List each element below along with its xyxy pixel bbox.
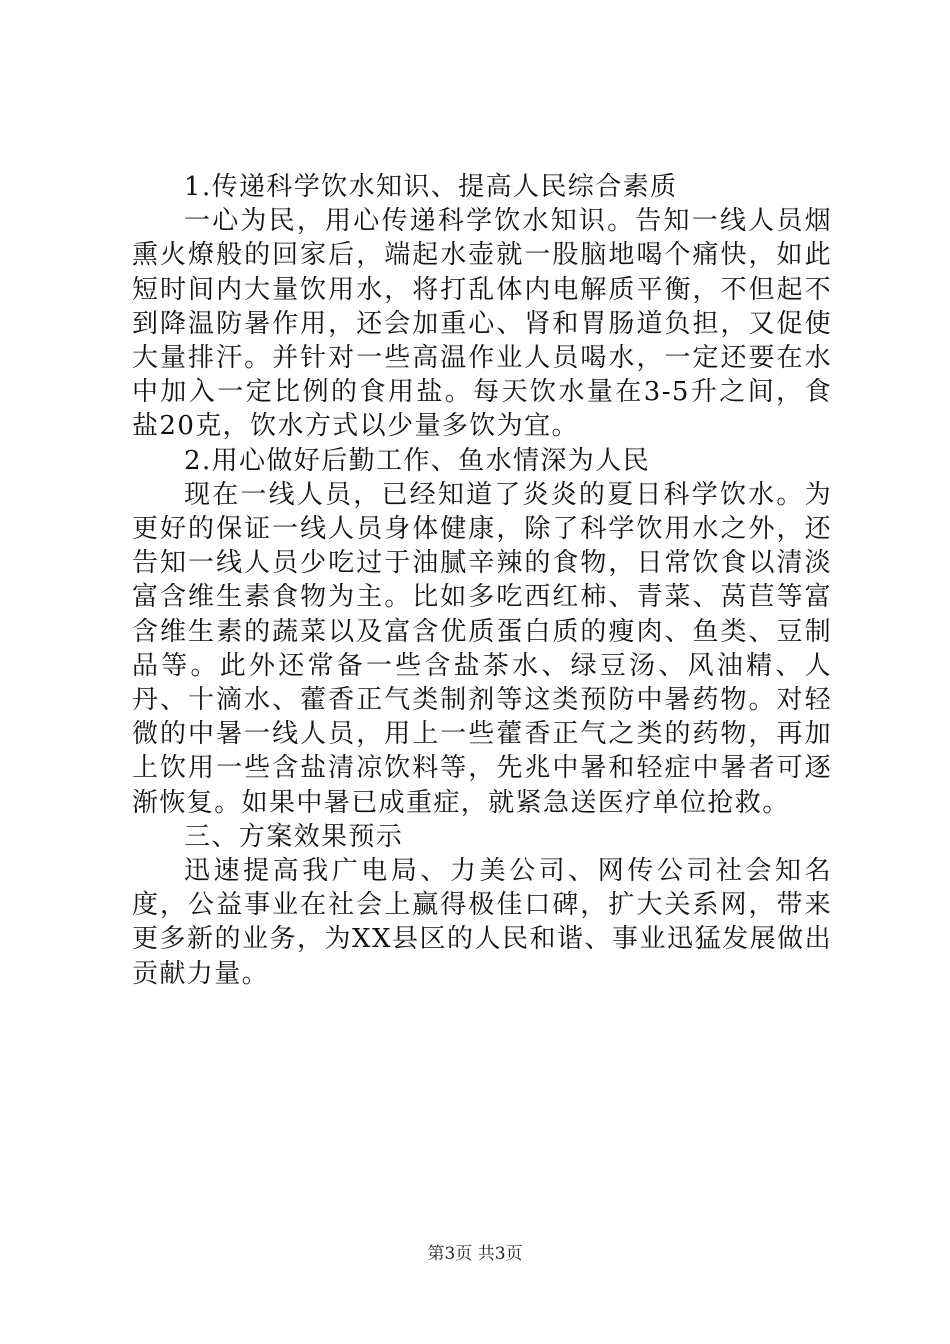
page-footer: 第3页 共3页 <box>427 1244 523 1264</box>
section-heading-2: 2.用心做好后勤工作、鱼水情深为人民 <box>184 445 651 476</box>
section-heading-1: 1.传递科学饮水知识、提高人民综合素质 <box>184 172 678 202</box>
paragraph-expected-effect: 迅速提高我广电局、力美公司、网传公司社会知名度，公益事业在社会上赢得极佳口碑，扩大关系网，带来更多新的业务，为XX县区的人民和谐、事业迅猛发展做出贡献力量。 <box>132 856 832 989</box>
paragraph-logistics-work: 现在一线人员，已经知道了炎炎的夏日科学饮水。为更好的保证一线人员身体健康，除了科学饮用水之外，还告知一线人员少吃过于油腻辛辣的食物，日常饮食以清淡富含维生素食物为主。比如多吃西红柿、青菜、莴苣等富含维生素的蔬菜以及富含优质蛋白质的瘦肉、鱼类、豆制品等。此外还常备一些含盐茶水、绿豆汤、风油精、人丹、十滴水、藿香正气类制剂等这类预防中暑药物。对轻微的中暑一线人员，用上一些藿香正气之类的药物，再加上饮用一些含盐清凉饮料等，先兆中暑和轻症中暑者可逐渐恢复。如果中暑已成重症，就紧急送医疗单位抢救。 <box>132 479 832 818</box>
paragraph-drinking-water-knowledge: 一心为民，用心传递科学饮水知识。告知一线人员烟熏火燎般的回家后，端起水壶就一股脑地喝个痛快，如此短时间内大量饮用水，将打乱体内电解质平衡，不但起不到降温防暑作用，还会加重心、肾和胃肠道负担，又促使大量排汗。并针对一些高温作业人员喝水，一定还要在水中加入一定比例的食用盐。每天饮水量在3-5升之间，食盐20克，饮水方式以少量多饮为宜。 <box>132 206 832 442</box>
document-body <box>132 170 832 991</box>
section-heading-3: 三、方案效果预示 <box>184 821 404 852</box>
